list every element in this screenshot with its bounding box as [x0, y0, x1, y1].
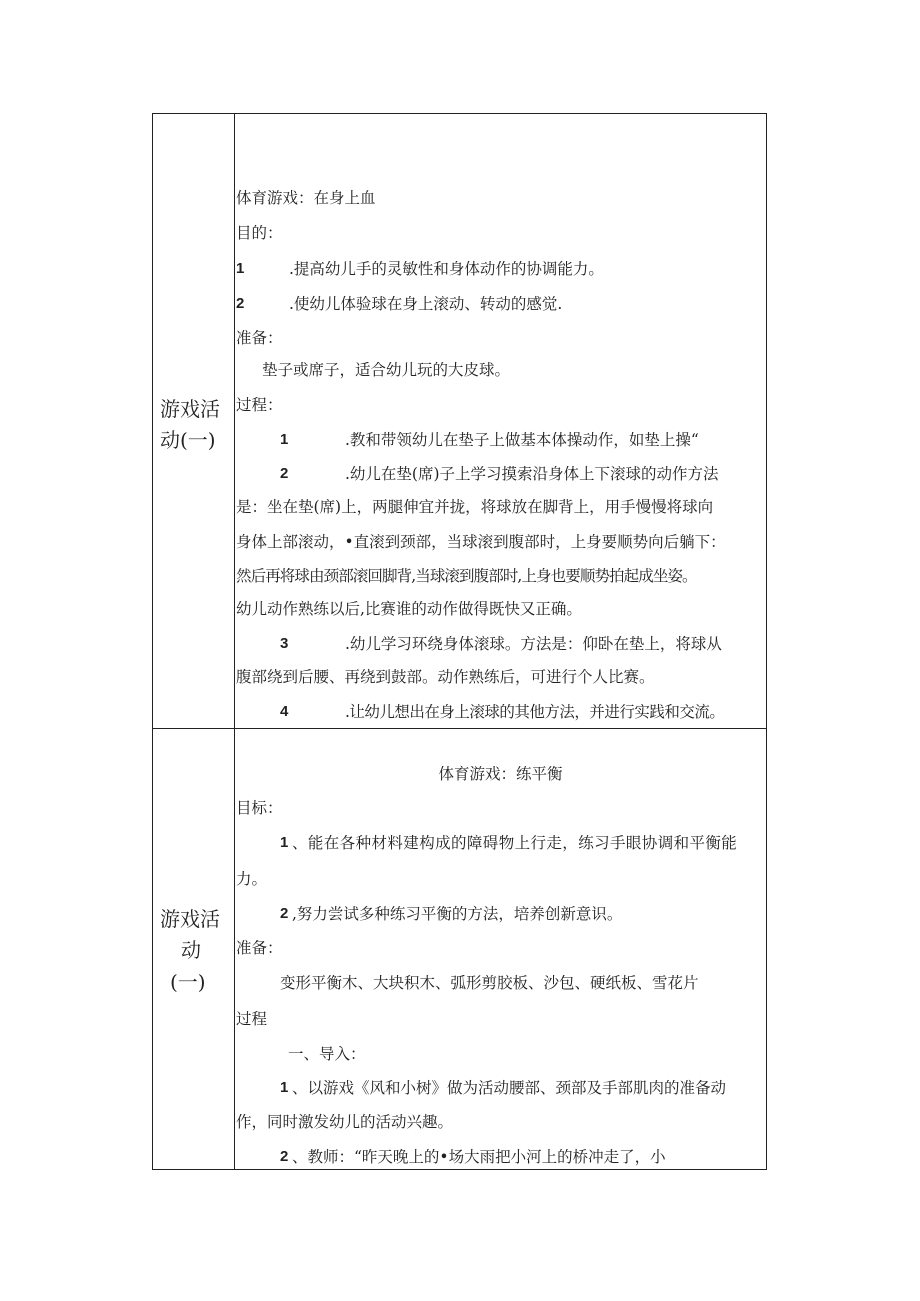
section2-process-heading: 过程 [236, 1010, 268, 1028]
section2-prep-heading: 准备： [236, 939, 283, 957]
section2-step1-text: 、以游戏《风和小树》做为活动腰部、颈部及手部肌肉的准备动 [292, 1079, 727, 1097]
section1-goal2-number: 2 [236, 295, 245, 312]
section2-goal1-number: 1 [280, 834, 289, 851]
section1-step3-number: 3 [280, 635, 289, 652]
section1-step2-number: 2 [280, 465, 289, 482]
section1-step4-text: .让幼儿想出在身上滚球的其他方法，并进行实践和交流。 [345, 703, 725, 721]
row1-label-line2: 动(一) [160, 428, 216, 452]
section1-step2-cont3: 然后再将球由颈部滚回脚背,当球滚到腹部时,上身也要顺势拍起成坐姿。 [236, 567, 697, 585]
section1-step2-cont4: 幼儿动作熟练以后,比赛谁的动作做得既快又正确。 [236, 600, 582, 618]
section2-step2-number: 2 [280, 1148, 289, 1165]
column-divider [234, 113, 235, 1170]
section2-goal2-number: 2 [280, 905, 289, 922]
section1-prep-text: 垫子或席子，适合幼儿玩的大皮球。 [262, 361, 511, 379]
section2-step1-cont: 作，同时激发幼儿的活动兴趣。 [236, 1113, 454, 1131]
section2-goal2-text: ,努力尝试多种练习平衡的方法，培养创新意识。 [292, 905, 623, 923]
section1-step1-number: 1 [280, 431, 289, 448]
section1-step2-cont2: 身体上部滚动，•直滚到颈部，当球滚到腹部时，上身要顺势向后躺下： [236, 533, 726, 551]
section1-goal1-text: .提高幼儿手的灵敏性和身体动作的协调能力。 [289, 260, 604, 278]
section1-step2-text: .幼儿在垫(席)子上学习摸索沿身体上下滚球的动作方法 [345, 465, 719, 483]
section2-goal-heading: 目标： [236, 799, 283, 817]
section2-step2-text: 、教师：“昨天晚上的•场大雨把小河上的桥冲走了，小 [292, 1148, 666, 1166]
section1-step2-cont1: 是：坐在垫(席)上，两腿伸宜并拢，将球放在脚背上，用手慢慢将球向 [236, 498, 714, 516]
row2-label-line3: (一) [170, 970, 206, 994]
row2-label-line2: 动 [181, 938, 201, 962]
section1-prep-heading: 准备： [236, 329, 283, 347]
section1-step1-text: .教和带领幼儿在垫子上做基本体操动作，如垫上操“ [345, 431, 699, 449]
row1-label-line1: 游戏活 [160, 397, 220, 421]
section1-goal2-text: .使幼儿体验球在身上滚动、转动的感觉. [289, 295, 563, 313]
section1-process-heading: 过程： [236, 396, 283, 414]
section2-prep-text: 变形平衡木、大块积木、弧形剪胶板、沙包、硬纸板、雪花片 [280, 974, 699, 992]
section2-step1-number: 1 [280, 1079, 289, 1096]
row-divider [152, 728, 767, 729]
section2-goal1-text: 、能在各种材料建构成的障碍物上行走，练习手眼协调和平衡能 [292, 834, 738, 852]
section1-step4-number: 4 [280, 703, 289, 720]
section2-title: 体育游戏：练平衡 [438, 765, 563, 783]
section1-step3-text: .幼儿学习环绕身体滚球。方法是：仰卧在垫上，将球从 [345, 635, 722, 653]
section1-step3-cont1: 腹部绕到后腰、再绕到鼓部。动作熟练后，可进行个人比赛。 [236, 668, 655, 686]
section1-goal-heading: 目的： [236, 224, 283, 242]
section1-goal1-number: 1 [236, 260, 245, 277]
row2-label-line1: 游戏活 [160, 907, 220, 931]
section1-title: 体育游戏：在身上血 [236, 189, 376, 207]
section2-intro-heading: 一、导入： [288, 1045, 366, 1063]
section2-goal1-cont: 力。 [236, 870, 268, 888]
